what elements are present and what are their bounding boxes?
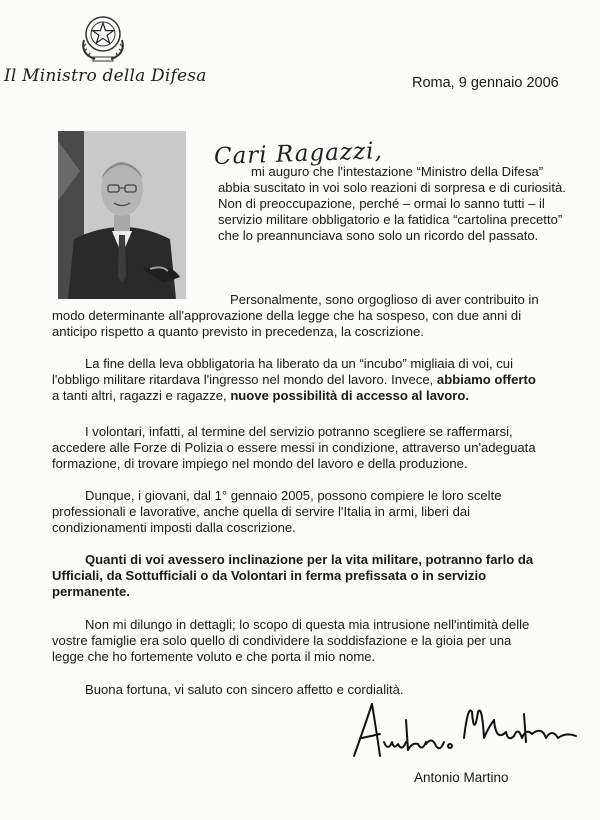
signer-name: Antonio Martino <box>414 770 509 785</box>
text-line: Personalmente, sono orgoglioso di aver contribuito in <box>230 292 539 307</box>
bold-segment: abbiamo offerto <box>436 372 536 387</box>
paragraph-3 <box>52 356 587 404</box>
letter-date: Roma, 9 gennaio 2006 <box>412 75 559 91</box>
text-line: condizionamenti imposti dalla coscrizione. <box>52 520 296 535</box>
text-line: vostre famiglie era solo quello di condividere la soddisfazione e la gioia per una <box>52 633 512 648</box>
text-line: Buona fortuna, vi saluto con sincero affetto e cordialità. <box>85 682 404 697</box>
bold-segment: nuove possibilità di accesso al lavoro. <box>230 388 469 403</box>
text-line: Non mi dilungo in dettagli; lo scopo di questa mia intrusione nell'intimità delle <box>85 617 530 632</box>
text-line: mi auguro che l'intestazione “Ministro della Difesa” <box>251 164 544 179</box>
paragraph-4 <box>52 424 587 472</box>
text-line: La fine della leva obbligatoria ha liberato da un “incubo” migliaia di voi, cui <box>85 356 513 371</box>
closing <box>52 682 587 698</box>
text-line: abbia suscitato in voi solo reazioni di sorpresa e di curiosità. <box>218 180 566 195</box>
text-line: servizio militare obbligatorio e la fatidica “cartolina precetto” <box>218 212 563 227</box>
paragraph-1 <box>218 164 587 244</box>
text-line: anticipo rispetto a quanto previsto in precedenza, la coscrizione. <box>52 324 424 339</box>
text-line <box>52 388 587 404</box>
text-line: I volontari, infatti, al termine del servizio potranno scegliere se raffermarsi, <box>85 424 513 439</box>
text-line: che lo preannunciava sono solo un ricordo del passato. <box>218 228 539 243</box>
handwritten-signature <box>346 698 586 766</box>
text-segment: a tanti altri, ragazzi e ragazze, <box>52 388 227 403</box>
text-line: Dunque, i giovani, dal 1° gennaio 2005, possono compiere le loro scelte <box>85 488 502 503</box>
paragraph-6 <box>52 552 587 600</box>
text-line: Ufficiali, da Sottufficiali o da Volontari in ferma prefissata o in servizio <box>52 568 487 583</box>
text-line: modo determinante all'approvazione della legge che ha sospeso, con due anni di <box>52 308 522 323</box>
text-line: formazione, di trovare impiego nel mondo del lavoro e della produzione. <box>52 456 468 471</box>
paragraph-5 <box>52 488 587 536</box>
text-line: Non di preoccupazione, perché – ormai lo sanno tutti – il <box>218 196 545 211</box>
paragraph-2 <box>52 292 587 340</box>
handwritten-salutation: Cari Ragazzi, <box>213 138 384 170</box>
ministry-letterhead: Il Ministro della Difesa <box>4 66 207 86</box>
paragraph-7 <box>52 617 587 665</box>
text-segment: l'obbligo militare ritardava l'ingresso nel mondo del lavoro. Invece, <box>52 372 434 387</box>
text-line: accedere alle Forze di Polizia o essere messi in condizione, attraverso un'adeguata <box>52 440 536 455</box>
italian-republic-emblem-icon <box>78 12 128 64</box>
text-line: legge che ho fortemente voluto e che porta il mio nome. <box>52 649 376 664</box>
text-line: professionali e lavorative, anche quella di servire l'Italia in armi, liberi dai <box>52 504 471 519</box>
text-line: Quanti di voi avessero inclinazione per la vita militare, potranno farlo da <box>85 552 534 567</box>
text-line <box>52 372 587 388</box>
text-line: permanente. <box>52 584 130 599</box>
portrait-photo <box>58 131 186 299</box>
